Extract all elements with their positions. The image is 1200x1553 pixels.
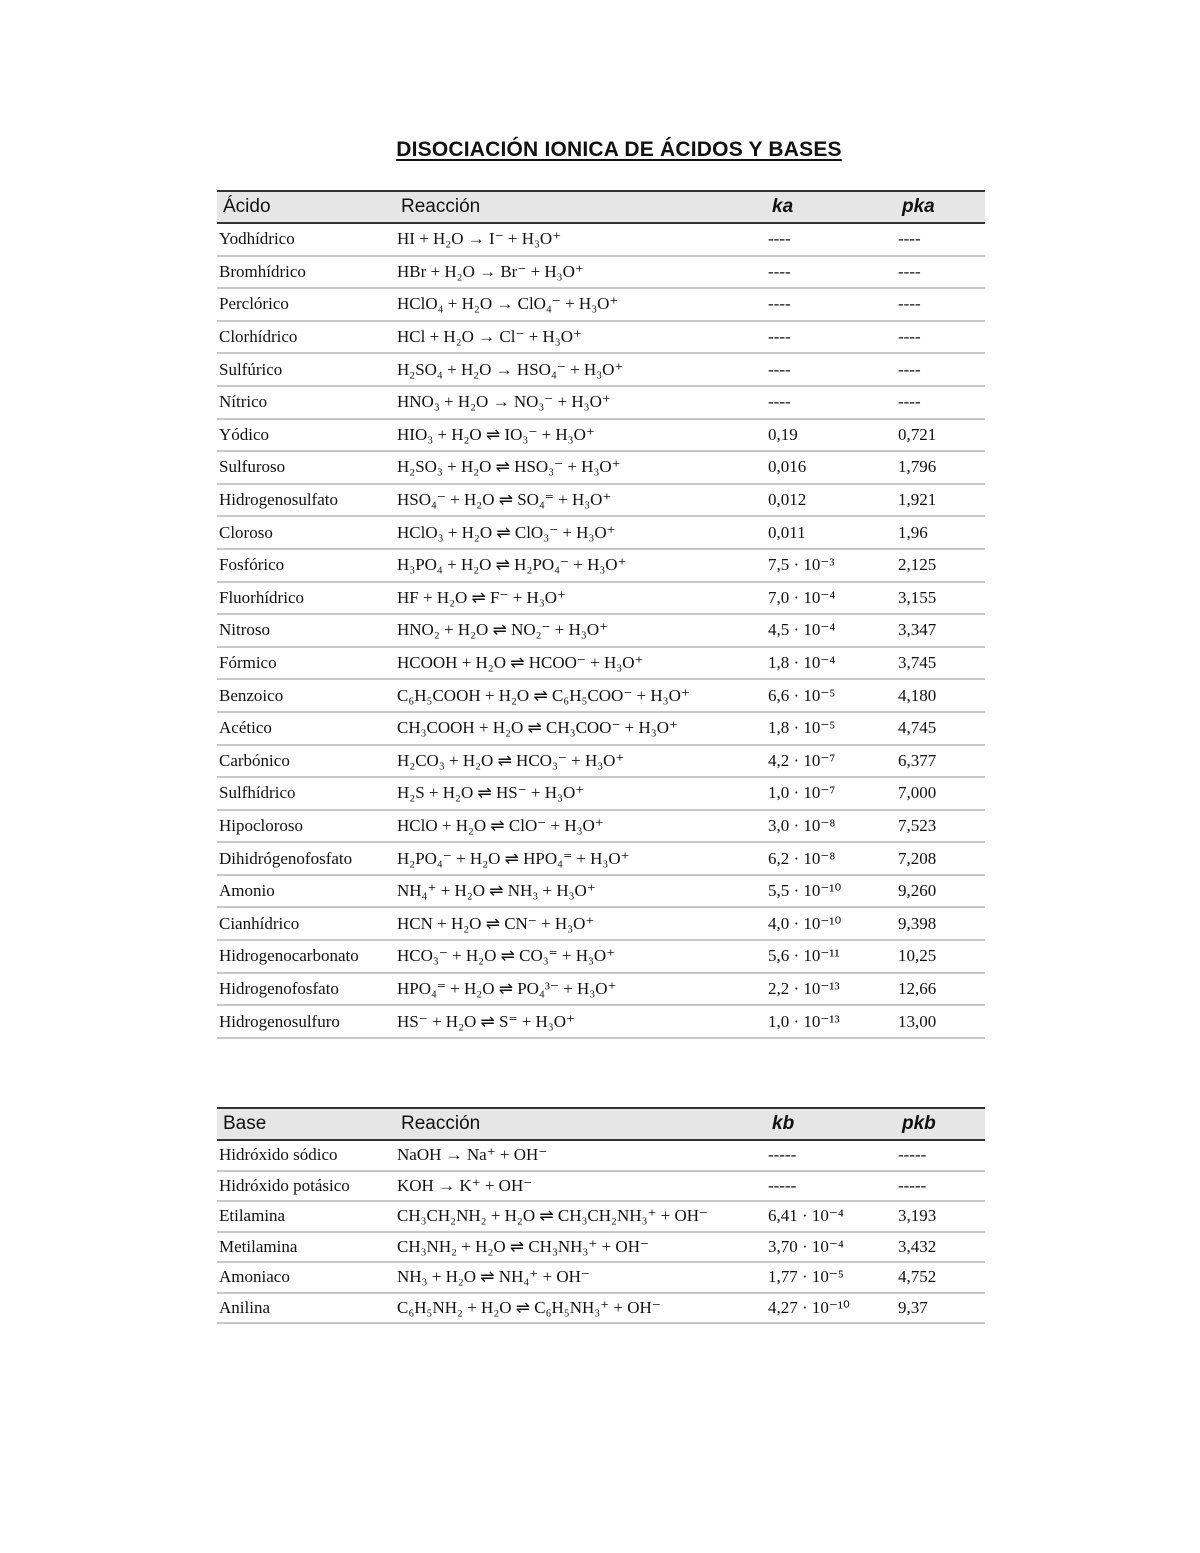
table-row xyxy=(217,256,985,289)
cell-name: Fórmico xyxy=(217,647,395,680)
table-row xyxy=(217,386,985,419)
cell-k: 4,5 · 10⁻⁴ xyxy=(766,614,896,647)
table-row xyxy=(217,1293,985,1324)
cell-pk: 3,193 xyxy=(896,1201,985,1232)
cell-name: Nitroso xyxy=(217,614,395,647)
header-reaction: Reacción xyxy=(395,1108,766,1140)
cell-reaction: HCOOH + H₂O ⇌ HCOO⁻ + H₃O⁺ xyxy=(395,647,766,680)
cell-reaction: CH₃COOH + H₂O ⇌ CH₃COO⁻ + H₃O⁺ xyxy=(395,712,766,745)
table-header-row xyxy=(217,191,985,223)
cell-reaction: HCN + H₂O ⇌ CN⁻ + H₃O⁺ xyxy=(395,907,766,940)
cell-name: Fosfórico xyxy=(217,549,395,582)
base-dissociation-table xyxy=(217,1107,985,1324)
cell-pk: ----- xyxy=(896,1171,985,1202)
cell-pk: 7,208 xyxy=(896,842,985,875)
cell-pk: ---- xyxy=(896,353,985,386)
table-row xyxy=(217,842,985,875)
table-row xyxy=(217,516,985,549)
table-row xyxy=(217,549,985,582)
cell-pk: 1,96 xyxy=(896,516,985,549)
cell-name: Bromhídrico xyxy=(217,256,395,289)
cell-reaction: HClO₃ + H₂O ⇌ ClO₃⁻ + H₃O⁺ xyxy=(395,516,766,549)
cell-name: Hidróxido potásico xyxy=(217,1171,395,1202)
cell-k: 6,41 · 10⁻⁴ xyxy=(766,1201,896,1232)
cell-reaction: HBr + H₂O → Br⁻ + H₃O⁺ xyxy=(395,256,766,289)
cell-k: 3,0 · 10⁻⁸ xyxy=(766,810,896,843)
cell-pk: 2,125 xyxy=(896,549,985,582)
cell-k: 1,8 · 10⁻⁴ xyxy=(766,647,896,680)
cell-reaction: HSO₄⁻ + H₂O ⇌ SO₄⁼ + H₃O⁺ xyxy=(395,484,766,517)
cell-pk: 4,752 xyxy=(896,1262,985,1293)
cell-pk: 3,745 xyxy=(896,647,985,680)
table-row xyxy=(217,1232,985,1263)
cell-name: Hipocloroso xyxy=(217,810,395,843)
cell-pk: 0,721 xyxy=(896,419,985,452)
cell-name: Hidrogenosulfuro xyxy=(217,1005,395,1038)
table-row xyxy=(217,1262,985,1293)
cell-name: Clorhídrico xyxy=(217,321,395,354)
cell-pk: ----- xyxy=(896,1140,985,1171)
cell-pk: 1,921 xyxy=(896,484,985,517)
cell-pk: 10,25 xyxy=(896,940,985,973)
table-row xyxy=(217,1201,985,1232)
cell-pk: 3,432 xyxy=(896,1232,985,1263)
cell-pk: 3,155 xyxy=(896,582,985,615)
cell-reaction: HClO₄ + H₂O → ClO₄⁻ + H₃O⁺ xyxy=(395,288,766,321)
cell-reaction: HClO + H₂O ⇌ ClO⁻ + H₃O⁺ xyxy=(395,810,766,843)
cell-reaction: KOH → K⁺ + OH⁻ xyxy=(395,1171,766,1202)
cell-name: Amoniaco xyxy=(217,1262,395,1293)
cell-k: ---- xyxy=(766,288,896,321)
cell-name: Etilamina xyxy=(217,1201,395,1232)
table-row xyxy=(217,614,985,647)
cell-k: ---- xyxy=(766,321,896,354)
cell-k: 1,8 · 10⁻⁵ xyxy=(766,712,896,745)
cell-pk: 9,37 xyxy=(896,1293,985,1324)
cell-reaction: HF + H₂O ⇌ F⁻ + H₃O⁺ xyxy=(395,582,766,615)
page-title: DISOCIACIÓN IONICA DE ÁCIDOS Y BASES xyxy=(396,138,842,161)
table-row xyxy=(217,712,985,745)
cell-k: ---- xyxy=(766,353,896,386)
cell-pk: 7,000 xyxy=(896,777,985,810)
cell-name: Sulfúrico xyxy=(217,353,395,386)
cell-k: ----- xyxy=(766,1171,896,1202)
header-base: Base xyxy=(217,1108,395,1140)
cell-pk: 13,00 xyxy=(896,1005,985,1038)
cell-k: 6,6 · 10⁻⁵ xyxy=(766,679,896,712)
table-row xyxy=(217,582,985,615)
table-row xyxy=(217,353,985,386)
cell-reaction: CH₃NH₂ + H₂O ⇌ CH₃NH₃⁺ + OH⁻ xyxy=(395,1232,766,1263)
cell-pk: 7,523 xyxy=(896,810,985,843)
cell-name: Yódico xyxy=(217,419,395,452)
table-row xyxy=(217,875,985,908)
header-kb: kb xyxy=(766,1108,896,1140)
cell-name: Carbónico xyxy=(217,745,395,778)
cell-name: Hidrogenocarbonato xyxy=(217,940,395,973)
cell-reaction: HCl + H₂O → Cl⁻ + H₃O⁺ xyxy=(395,321,766,354)
cell-k: 6,2 · 10⁻⁸ xyxy=(766,842,896,875)
cell-pk: ---- xyxy=(896,386,985,419)
cell-pk: 4,745 xyxy=(896,712,985,745)
cell-k: 0,016 xyxy=(766,451,896,484)
table-row xyxy=(217,223,985,256)
cell-name: Metilamina xyxy=(217,1232,395,1263)
cell-reaction: HNO₃ + H₂O → NO₃⁻ + H₃O⁺ xyxy=(395,386,766,419)
cell-reaction: C₆H₅NH₂ + H₂O ⇌ C₆H₅NH₃⁺ + OH⁻ xyxy=(395,1293,766,1324)
cell-reaction: H₂CO₃ + H₂O ⇌ HCO₃⁻ + H₃O⁺ xyxy=(395,745,766,778)
cell-reaction: HPO₄⁼ + H₂O ⇌ PO₄³⁻ + H₃O⁺ xyxy=(395,973,766,1006)
cell-pk: ---- xyxy=(896,223,985,256)
cell-reaction: H₂SO₃ + H₂O ⇌ HSO₃⁻ + H₃O⁺ xyxy=(395,451,766,484)
cell-k: 1,0 · 10⁻⁷ xyxy=(766,777,896,810)
cell-pk: 3,347 xyxy=(896,614,985,647)
table-row xyxy=(217,679,985,712)
cell-reaction: H₃PO₄ + H₂O ⇌ H₂PO₄⁻ + H₃O⁺ xyxy=(395,549,766,582)
table-row xyxy=(217,1140,985,1171)
cell-k: 4,0 · 10⁻¹⁰ xyxy=(766,907,896,940)
cell-name: Dihidrógenofosfato xyxy=(217,842,395,875)
cell-k: 1,77 · 10⁻⁵ xyxy=(766,1262,896,1293)
cell-k: 3,70 · 10⁻⁴ xyxy=(766,1232,896,1263)
cell-pk: ---- xyxy=(896,288,985,321)
cell-name: Perclórico xyxy=(217,288,395,321)
cell-name: Sulfuroso xyxy=(217,451,395,484)
cell-pk: 4,180 xyxy=(896,679,985,712)
cell-name: Hidróxido sódico xyxy=(217,1140,395,1171)
table-row xyxy=(217,419,985,452)
cell-k: 1,0 · 10⁻¹³ xyxy=(766,1005,896,1038)
table-row xyxy=(217,484,985,517)
cell-k: 5,6 · 10⁻¹¹ xyxy=(766,940,896,973)
cell-reaction: HIO₃ + H₂O ⇌ IO₃⁻ + H₃O⁺ xyxy=(395,419,766,452)
cell-reaction: NH₄⁺ + H₂O ⇌ NH₃ + H₃O⁺ xyxy=(395,875,766,908)
cell-pk: ---- xyxy=(896,321,985,354)
cell-name: Hidrogenofosfato xyxy=(217,973,395,1006)
cell-name: Fluorhídrico xyxy=(217,582,395,615)
header-reaction: Reacción xyxy=(395,191,766,223)
header-ka: ka xyxy=(766,191,896,223)
cell-name: Hidrogenosulfato xyxy=(217,484,395,517)
cell-pk: 9,260 xyxy=(896,875,985,908)
cell-k: 0,011 xyxy=(766,516,896,549)
cell-k: 7,0 · 10⁻⁴ xyxy=(766,582,896,615)
header-pkb: pkb xyxy=(896,1108,985,1140)
table-row xyxy=(217,321,985,354)
cell-reaction: HS⁻ + H₂O ⇌ S⁼ + H₃O⁺ xyxy=(395,1005,766,1038)
cell-reaction: H₂SO₄ + H₂O → HSO₄⁻ + H₃O⁺ xyxy=(395,353,766,386)
cell-k: ----- xyxy=(766,1140,896,1171)
cell-pk: 9,398 xyxy=(896,907,985,940)
cell-reaction: CH₃CH₂NH₂ + H₂O ⇌ CH₃CH₂NH₃⁺ + OH⁻ xyxy=(395,1201,766,1232)
table-row xyxy=(217,973,985,1006)
cell-pk: ---- xyxy=(896,256,985,289)
cell-pk: 12,66 xyxy=(896,973,985,1006)
table-row xyxy=(217,940,985,973)
table-row xyxy=(217,1171,985,1202)
cell-name: Acético xyxy=(217,712,395,745)
cell-reaction: NaOH → Na⁺ + OH⁻ xyxy=(395,1140,766,1171)
cell-k: 4,2 · 10⁻⁷ xyxy=(766,745,896,778)
cell-name: Amonio xyxy=(217,875,395,908)
cell-name: Sulfhídrico xyxy=(217,777,395,810)
header-acid: Ácido xyxy=(217,191,395,223)
cell-k: 5,5 · 10⁻¹⁰ xyxy=(766,875,896,908)
cell-k: ---- xyxy=(766,256,896,289)
cell-k: ---- xyxy=(766,223,896,256)
cell-reaction: C₆H₅COOH + H₂O ⇌ C₆H₅COO⁻ + H₃O⁺ xyxy=(395,679,766,712)
table-row xyxy=(217,907,985,940)
cell-pk: 6,377 xyxy=(896,745,985,778)
cell-name: Cianhídrico xyxy=(217,907,395,940)
cell-k: 4,27 · 10⁻¹⁰ xyxy=(766,1293,896,1324)
table-row xyxy=(217,810,985,843)
cell-reaction: H₂PO₄⁻ + H₂O ⇌ HPO₄⁼ + H₃O⁺ xyxy=(395,842,766,875)
table-row xyxy=(217,451,985,484)
cell-reaction: HNO₂ + H₂O ⇌ NO₂⁻ + H₃O⁺ xyxy=(395,614,766,647)
cell-name: Benzoico xyxy=(217,679,395,712)
table-row xyxy=(217,1005,985,1038)
cell-name: Yodhídrico xyxy=(217,223,395,256)
cell-k: 0,012 xyxy=(766,484,896,517)
table-row xyxy=(217,777,985,810)
cell-reaction: NH₃ + H₂O ⇌ NH₄⁺ + OH⁻ xyxy=(395,1262,766,1293)
cell-reaction: HI + H₂O → I⁻ + H₃O⁺ xyxy=(395,223,766,256)
cell-k: 7,5 · 10⁻³ xyxy=(766,549,896,582)
cell-reaction: H₂S + H₂O ⇌ HS⁻ + H₃O⁺ xyxy=(395,777,766,810)
cell-k: 0,19 xyxy=(766,419,896,452)
cell-k: ---- xyxy=(766,386,896,419)
cell-pk: 1,796 xyxy=(896,451,985,484)
acid-dissociation-table xyxy=(217,190,985,1039)
cell-reaction: HCO₃⁻ + H₂O ⇌ CO₃⁼ + H₃O⁺ xyxy=(395,940,766,973)
table-row xyxy=(217,288,985,321)
table-row xyxy=(217,647,985,680)
header-pka: pka xyxy=(896,191,985,223)
table-row xyxy=(217,745,985,778)
cell-name: Anilina xyxy=(217,1293,395,1324)
cell-name: Nítrico xyxy=(217,386,395,419)
cell-name: Cloroso xyxy=(217,516,395,549)
table-header-row xyxy=(217,1108,985,1140)
cell-k: 2,2 · 10⁻¹³ xyxy=(766,973,896,1006)
